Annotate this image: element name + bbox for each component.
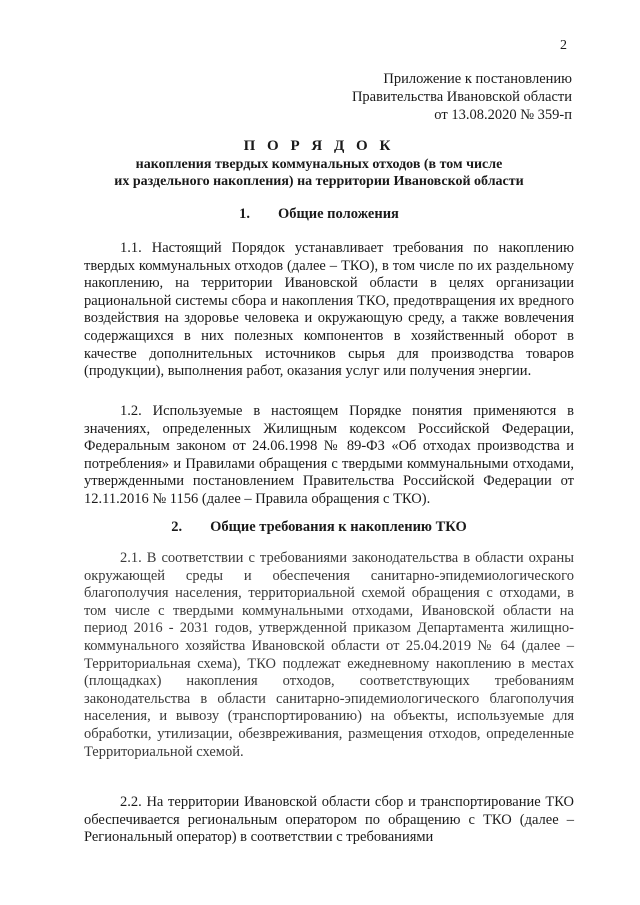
title-subtitle-line-2: их раздельного накопления) на территории Ивановской области bbox=[114, 174, 524, 189]
paragraph-text: 2.2. На территории Ивановской области сбор и транспортирование ТКО обеспечивается региональным оператором по обращению с ТКО (далее – Региональный оператор) в соответствии с требованиями bbox=[84, 794, 574, 846]
paragraph-text: 1.2. Используемые в настоящем Порядке понятия применяются в значениях, определенных Жилищным кодексом Российской Федерации, Федеральным законом от 24.06.1998 № 89-ФЗ «Об отходах производства и потребления» и Правилами обращения с твердыми коммунальными отходами, утвержденными постановлением Правительства Российской Федерации от 12.11.2016 № 1156 (далее – Правила обращения с ТКО). bbox=[84, 403, 574, 507]
title-subtitle-line-1: накопления твердых коммунальных отходов (в том числе bbox=[135, 157, 503, 172]
header-line-2: Правительства Ивановской области bbox=[351, 89, 572, 105]
header-line-1: Приложение к постановлению bbox=[383, 71, 572, 87]
section-number: 1. bbox=[239, 206, 250, 222]
section-number: 2. bbox=[171, 519, 183, 535]
section-heading-1 bbox=[62, 206, 576, 223]
page-number: 2 bbox=[560, 38, 567, 53]
paragraph-text: 2.1. В соответствии с требованиями законодательства в области охраны окружающей среды и обеспечения санитарно-эпидемиологического благополучия населения, территориальной схемой обращения с отходами, в том числе с твердыми коммунальными отходами, Ивановской области на период 2016 - 2031 годов, утвержденной приказом Департамента жилищно-коммунального хозяйства Ивановской области от 25.04.2019 № 64 (далее – Территориальная схема), ТКО подлежат ежедневному накоплению в местах (площадках) накопления отходов, соответствующих требованиям законодательства в области санитарно-эпидемиологического благополучия населения, и вывозу (транспортированию) на объекты, используемые для обработки, утилизации, обезвреживания, размещения отходов, определенные Территориальной схемой. bbox=[84, 550, 574, 760]
title-main: П О Р Я Д О К bbox=[243, 138, 395, 154]
document-title bbox=[62, 136, 576, 190]
header-line-3: от 13.08.2020 № 359-п bbox=[434, 107, 572, 123]
paragraph-1-2 bbox=[84, 403, 574, 509]
section-title: Общие требования к накоплению ТКО bbox=[210, 519, 467, 535]
paragraph-1-1 bbox=[84, 240, 574, 381]
paragraph-text: 1.1. Настоящий Порядок устанавливает требования по накоплению твердых коммунальных отходов (далее – ТКО), в том числе по их раздельному накоплению, на территории Ивановской области в целях организации рациональной системы сбора и накопления ТКО, предотвращения их вредного воздействия на здоровье человека и окружающую среду, а также вовлечения содержащихся в них полезных компонентов в хозяйственный оборот в качестве дополнительных источников сырья для производства товаров (продукции), выполнения работ, оказания услуг или получения энергии. bbox=[84, 240, 574, 380]
section-title: Общие положения bbox=[277, 206, 399, 222]
paragraph-2-2 bbox=[84, 794, 574, 847]
section-heading-2 bbox=[62, 519, 576, 536]
appendix-header bbox=[252, 70, 572, 124]
paragraph-2-1 bbox=[84, 550, 574, 761]
